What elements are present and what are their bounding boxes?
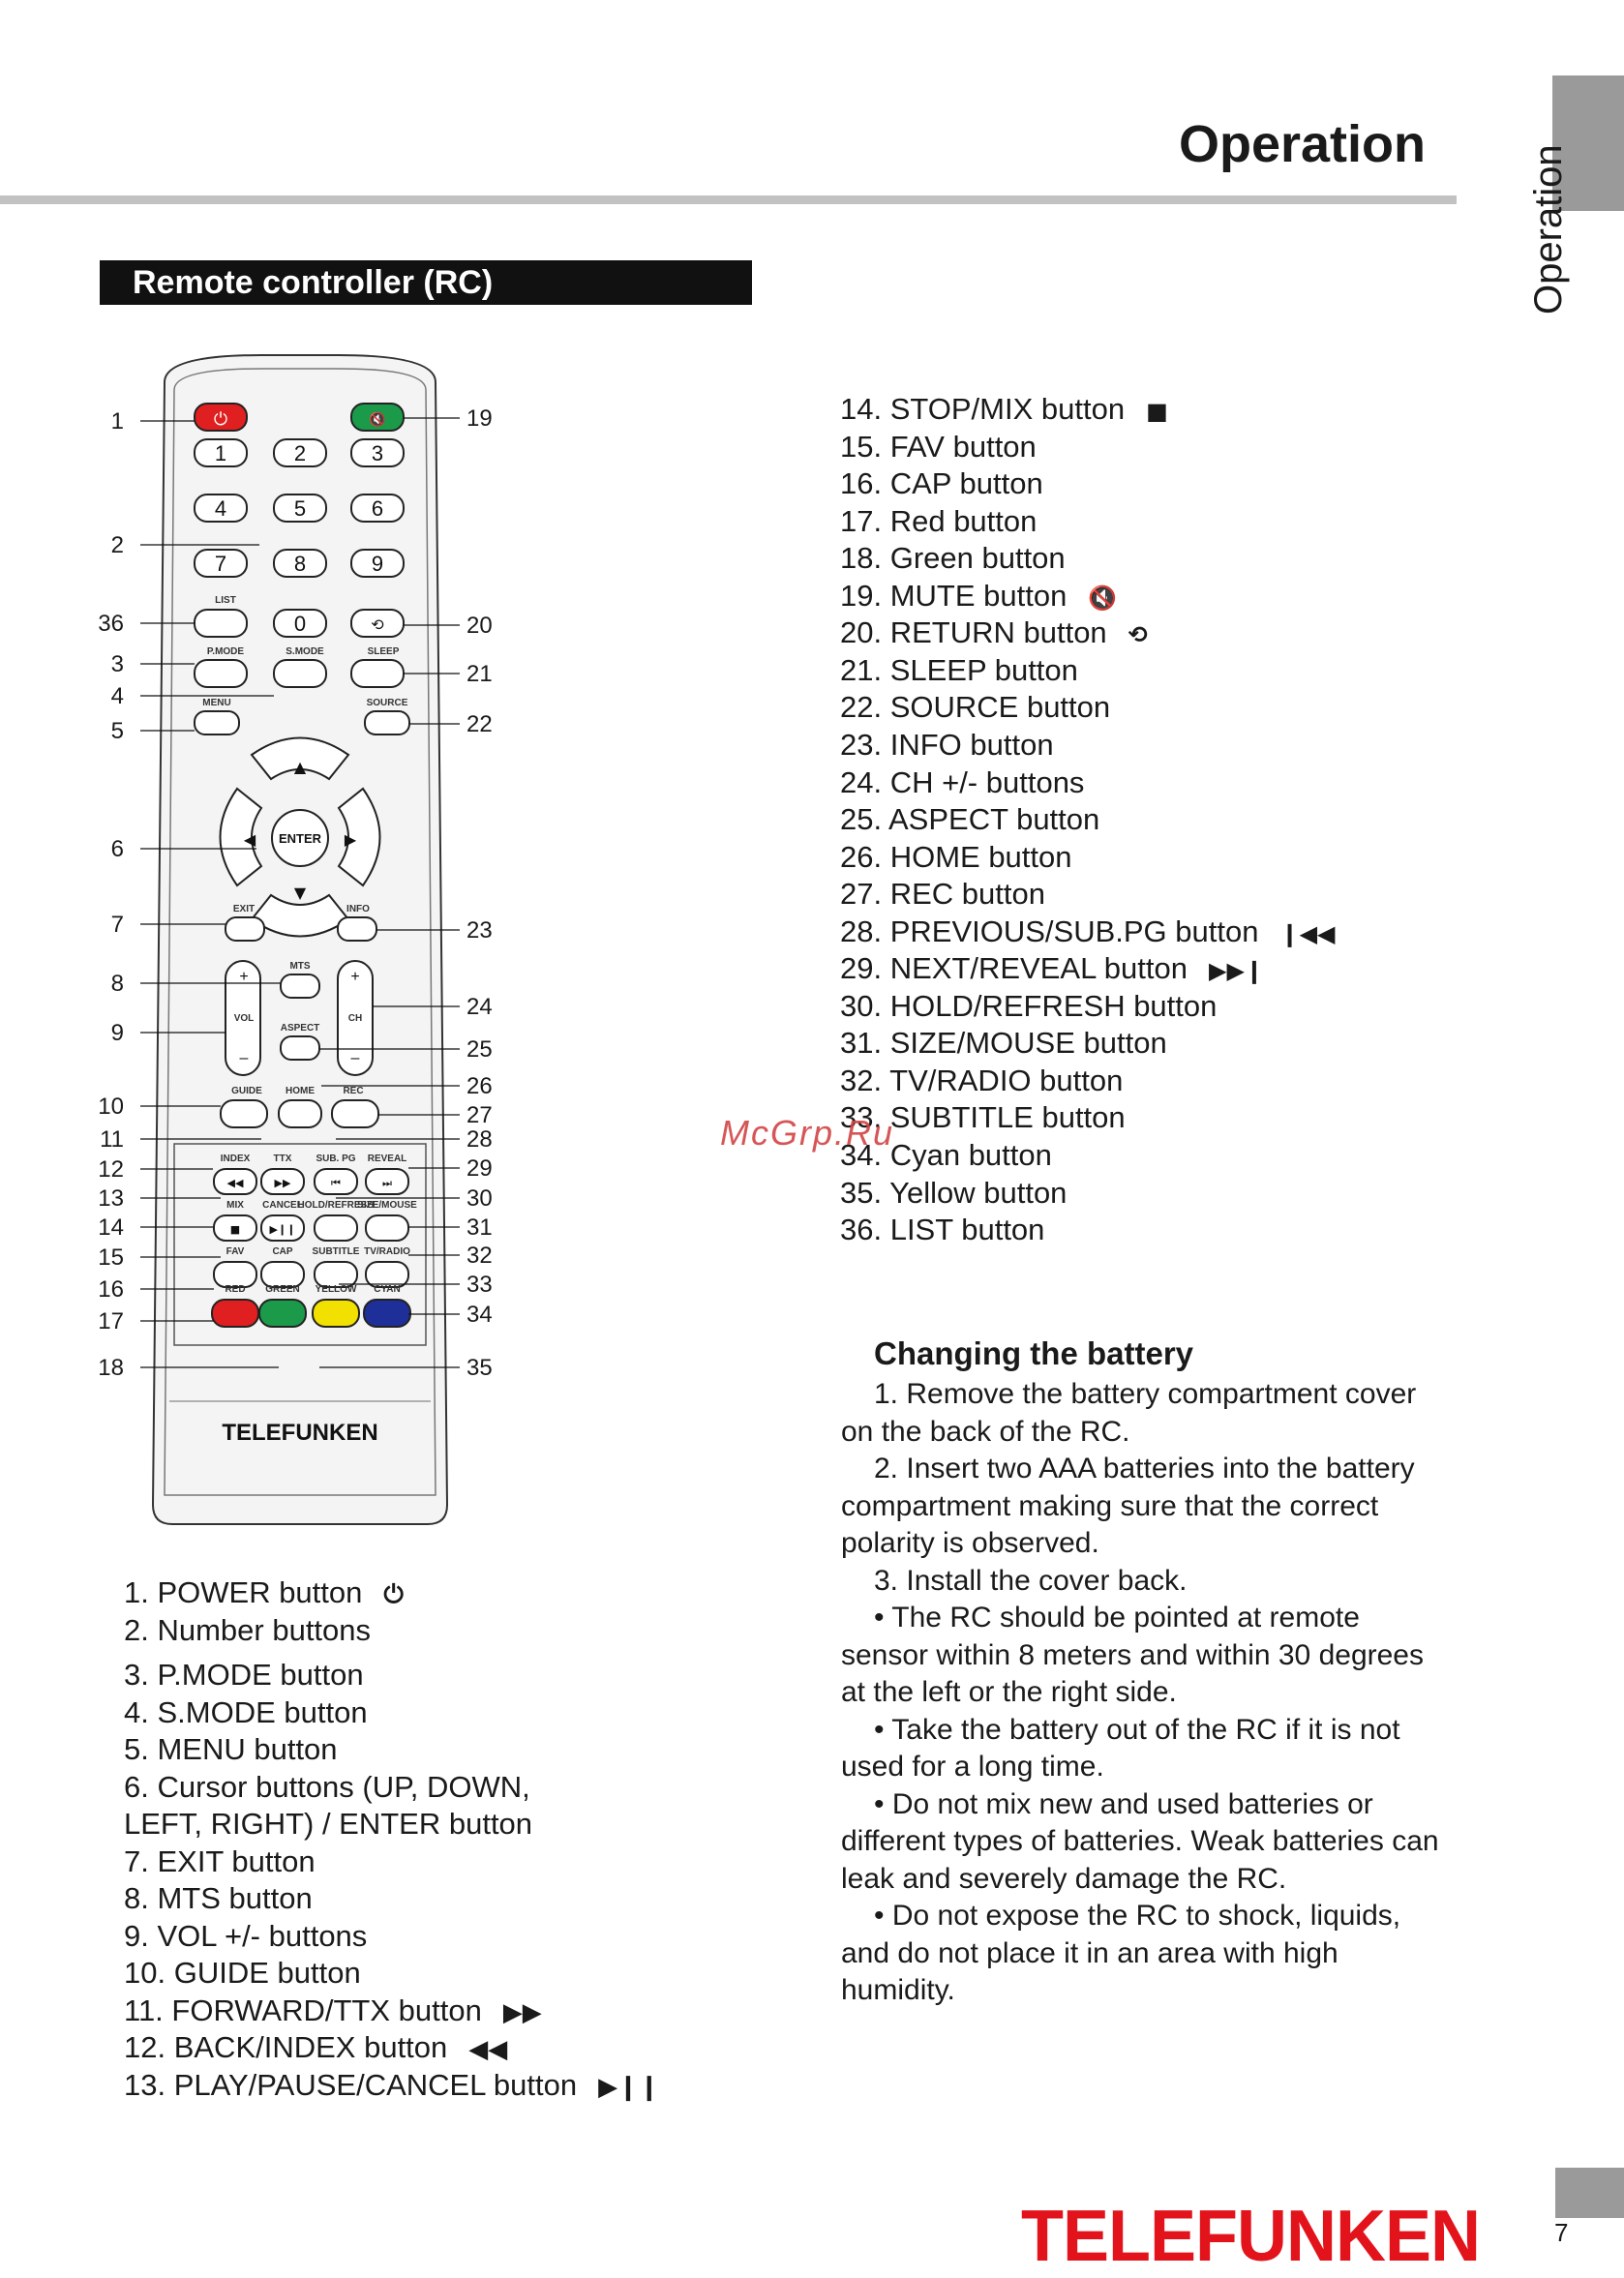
- callout-number-2: 2: [110, 532, 124, 558]
- subpg-icon: ⏮: [331, 1177, 341, 1189]
- button-list-item-text: 21. SLEEP button: [840, 652, 1078, 687]
- button-list-item: [840, 579, 1117, 615]
- battery-step-2-line-2: compartment making sure that the correct: [841, 1489, 1379, 1522]
- size-button: [366, 1215, 408, 1241]
- battery-note-3-line-1: • Do not mix new and used batteries or: [874, 1787, 1373, 1820]
- pmode-label: P.MODE: [206, 646, 245, 657]
- info-button: [338, 917, 376, 941]
- list-label: LIST: [215, 595, 236, 606]
- subtitle-label: SUBTITLE: [312, 1246, 360, 1257]
- number-key-8-label: 8: [293, 552, 307, 576]
- vol-plus: +: [239, 969, 249, 985]
- button-list-item-text: 5. MENU button: [124, 1732, 338, 1766]
- rec-label: REC: [343, 1086, 364, 1096]
- button-list-item: [840, 914, 1336, 951]
- ttx-icon: ▶▶: [274, 1177, 291, 1189]
- button-list-item: [840, 840, 1072, 875]
- cyan-button: [364, 1300, 410, 1327]
- callout-number-3: 3: [110, 651, 124, 677]
- vol-minus: –: [239, 1050, 249, 1066]
- menu-label: MENU: [202, 698, 231, 708]
- sleep-button: [351, 660, 404, 687]
- battery-note-2-line-1: • Take the battery out of the RC if it is not: [874, 1713, 1400, 1746]
- button-list-item-text: 3. P.MODE button: [124, 1658, 364, 1692]
- button-list-item: [124, 1993, 542, 2030]
- button-list-item-text: 34. Cyan button: [840, 1138, 1052, 1172]
- number-key-4-label: 4: [214, 496, 227, 521]
- battery-step-2-line-3: polarity is observed.: [841, 1527, 1099, 1559]
- battery-steps: [841, 1376, 1499, 2010]
- button-list-item: [124, 2068, 660, 2105]
- fast-forward-icon: ▶▶: [502, 1997, 542, 2027]
- yellow-label: YELLOW: [315, 1284, 357, 1295]
- left-arrow-icon: ◀: [243, 830, 256, 849]
- button-list-item: [840, 989, 1217, 1024]
- aspect-button: [281, 1036, 319, 1060]
- page-title: Operation: [1178, 115, 1426, 173]
- button-list-item-text: 11. FORWARD/TTX button: [124, 1993, 482, 2027]
- callout-number-23: 23: [466, 917, 493, 944]
- button-list-item-text: 2. Number buttons: [124, 1613, 372, 1647]
- fav-label: FAV: [226, 1246, 245, 1257]
- mute-icon: 🔇: [1088, 584, 1118, 612]
- button-list-item-text: 31. SIZE/MOUSE button: [840, 1026, 1167, 1061]
- button-list-item: [840, 615, 1148, 652]
- right-arrow-icon: ▶: [344, 830, 357, 849]
- section-header: [100, 260, 752, 305]
- smode-button: [274, 660, 326, 687]
- home-label: HOME: [286, 1086, 315, 1096]
- callout-number-31: 31: [466, 1214, 493, 1241]
- stop-icon: ■: [1146, 397, 1168, 425]
- callout-number-26: 26: [466, 1073, 493, 1099]
- button-list-item: [840, 653, 1078, 688]
- hold-label: HOLD/REFRESH: [297, 1200, 375, 1211]
- return-icon: ⟲: [371, 615, 384, 634]
- battery-note-4-line-2: and do not place it in an area with high: [841, 1936, 1338, 1969]
- button-list-item-text: 29. NEXT/REVEAL button: [840, 951, 1188, 986]
- callout-number-12: 12: [98, 1156, 124, 1183]
- callout-number-33: 33: [466, 1272, 493, 1298]
- button-list-item: [124, 2030, 507, 2067]
- cancel-icon: ▶❙❙: [269, 1223, 296, 1236]
- button-list-item-text: 17. Red button: [840, 503, 1038, 538]
- button-list-item: [124, 1575, 404, 1612]
- page-number-marker: [1555, 2168, 1624, 2218]
- red-button: [212, 1300, 258, 1327]
- exit-label: EXIT: [232, 904, 256, 914]
- callout-number-13: 13: [98, 1185, 124, 1212]
- battery-note-1-line-1: • The RC should be pointed at remote: [874, 1602, 1360, 1634]
- callout-number-35: 35: [466, 1355, 493, 1381]
- callout-number-20: 20: [466, 613, 493, 639]
- button-list-item: [840, 1213, 1044, 1247]
- button-list-item: [840, 1064, 1123, 1098]
- cap-label: CAP: [272, 1246, 293, 1257]
- callout-number-17: 17: [98, 1308, 124, 1334]
- button-list-item-text: 10. GUIDE button: [124, 1956, 361, 1990]
- callout-number-5: 5: [110, 718, 124, 744]
- ch-label: CH: [347, 1013, 363, 1024]
- size-label: SIZE/MOUSE: [357, 1200, 417, 1211]
- button-list-item-text: 35. Yellow button: [840, 1175, 1068, 1210]
- button-list-item: [124, 1770, 530, 1805]
- button-list-item: [124, 1956, 361, 1991]
- number-key-5-label: 5: [293, 496, 307, 521]
- button-list-item-text: 15. FAV button: [840, 429, 1037, 464]
- button-list-item-text: 22. SOURCE button: [840, 690, 1111, 725]
- red-label: RED: [225, 1284, 246, 1295]
- hold-button: [315, 1215, 357, 1241]
- battery-section-title: Changing the battery: [874, 1335, 1194, 1371]
- reveal-label: REVEAL: [367, 1154, 407, 1164]
- home-button: [279, 1100, 321, 1127]
- mute-icon: 🔇: [369, 412, 386, 428]
- rewind-icon: ◀◀: [468, 2034, 508, 2064]
- callout-number-11: 11: [100, 1126, 124, 1153]
- callout-number-21: 21: [466, 661, 493, 687]
- button-list-item-text: 27. REC button: [840, 877, 1045, 912]
- button-list-item-text: 14. STOP/MIX button: [840, 392, 1126, 426]
- button-list-item-text: 12. BACK/INDEX button: [124, 2030, 448, 2064]
- button-list-item: [840, 765, 1084, 800]
- mts-label: MTS: [289, 961, 311, 972]
- number-key-2-label: 2: [293, 441, 307, 465]
- return-icon: ⟲: [1128, 621, 1148, 649]
- ttx-label: TTX: [273, 1154, 292, 1164]
- callout-number-9: 9: [110, 1020, 124, 1046]
- battery-step-3: 3. Install the cover back.: [874, 1564, 1188, 1597]
- mix-label: MIX: [226, 1200, 244, 1211]
- callout-number-22: 22: [466, 711, 493, 737]
- button-list-item-text: 1. POWER button: [124, 1575, 363, 1609]
- ch-plus: +: [350, 969, 360, 985]
- subpg-label: SUB. PG: [316, 1154, 356, 1164]
- button-list-item: [124, 1919, 367, 1954]
- button-list-item-text: 33. SUBTITLE button: [840, 1100, 1126, 1135]
- callout-number-4: 4: [110, 683, 124, 709]
- aspect-label: ASPECT: [280, 1023, 320, 1034]
- battery-note-4-line-3: humidity.: [841, 1974, 955, 2006]
- callout-number-25: 25: [466, 1036, 493, 1063]
- remote-brand-logo: TELEFUNKEN: [222, 1420, 378, 1446]
- button-list-item-text: 7. EXIT button: [124, 1844, 316, 1878]
- exit-button: [226, 917, 264, 941]
- button-list-item: [840, 430, 1037, 465]
- callout-number-10: 10: [98, 1094, 124, 1120]
- battery-note-3-line-2: different types of batteries. Weak batteries can: [841, 1825, 1439, 1857]
- button-list-item: [840, 1176, 1067, 1211]
- battery-note-4-line-1: • Do not expose the RC to shock, liquids,: [874, 1900, 1401, 1932]
- button-list-item: [840, 392, 1168, 429]
- button-list-item: [840, 504, 1037, 539]
- callout-number-29: 29: [466, 1155, 493, 1182]
- ch-minus: –: [350, 1050, 360, 1066]
- watermark: McGrp.Ru: [720, 1113, 895, 1153]
- button-list-item: [124, 1732, 338, 1767]
- header-divider: [0, 195, 1457, 204]
- tvradio-label: TV/RADIO: [364, 1246, 410, 1257]
- page-number: 7: [1554, 2218, 1569, 2247]
- button-list-item-text: 25. ASPECT button: [840, 802, 1100, 837]
- pmode-button: [195, 660, 247, 687]
- button-list-item-text: 13. PLAY/PAUSE/CANCEL button: [124, 2068, 578, 2102]
- button-list-item: [124, 1613, 371, 1648]
- remote-diagram: [97, 344, 523, 1544]
- callout-number-27: 27: [466, 1102, 493, 1128]
- button-list-item-text: 9. VOL +/- buttons: [124, 1919, 368, 1953]
- button-list-item: [840, 877, 1045, 912]
- button-list-item-text: LEFT, RIGHT) / ENTER button: [124, 1807, 533, 1841]
- enter-label: ENTER: [278, 831, 322, 846]
- smode-label: S.MODE: [286, 646, 324, 657]
- callout-number-16: 16: [98, 1276, 124, 1303]
- guide-label: GUIDE: [231, 1086, 262, 1096]
- button-list-item: [840, 802, 1099, 837]
- button-list-item-text: 18. Green button: [840, 541, 1066, 576]
- battery-note-1-line-2: sensor within 8 meters and within 30 degrees: [841, 1638, 1424, 1671]
- battery-step-2-line-1: 2. Insert two AAA batteries into the battery: [874, 1453, 1415, 1484]
- menu-button: [195, 711, 239, 734]
- number-key-0-label: 0: [293, 612, 307, 636]
- battery-note-3-line-3: leak and severely damage the RC.: [841, 1862, 1287, 1895]
- number-key-1-label: 1: [214, 441, 227, 465]
- green-label: GREEN: [265, 1284, 300, 1295]
- info-label: INFO: [346, 904, 370, 914]
- button-list-item-text: 8. MTS button: [124, 1881, 313, 1915]
- callout-number-18: 18: [98, 1355, 124, 1381]
- callout-number-15: 15: [98, 1244, 124, 1271]
- button-list-item-text: 23. INFO button: [840, 727, 1054, 762]
- callout-number-19: 19: [466, 405, 493, 432]
- guide-button: [221, 1100, 267, 1127]
- next-icon: ▶▶❙: [1208, 957, 1265, 985]
- mix-icon: ■: [229, 1223, 241, 1236]
- button-list-item: [840, 690, 1110, 725]
- button-list-item-text: 24. CH +/- buttons: [840, 764, 1085, 799]
- section-title: Remote controller (RC): [133, 264, 494, 301]
- number-key-6-label: 6: [371, 496, 384, 521]
- cyan-label: CYAN: [374, 1284, 401, 1295]
- reveal-icon: ⏭: [382, 1177, 392, 1189]
- button-list-item: [840, 1026, 1167, 1061]
- cancel-label: CANCEL: [262, 1200, 303, 1211]
- up-arrow-icon: ▲: [293, 758, 307, 776]
- button-list-item-text: 30. HOLD/REFRESH button: [840, 988, 1218, 1023]
- number-key-3-label: 3: [371, 441, 384, 465]
- callout-number-34: 34: [466, 1302, 493, 1328]
- mts-button: [281, 974, 319, 998]
- callout-number-36: 36: [98, 611, 124, 637]
- button-list-item-text: 16. CAP button: [840, 466, 1043, 501]
- list-button: [195, 610, 247, 637]
- power-icon: ⏻: [213, 409, 228, 430]
- button-list-item: [124, 1881, 313, 1916]
- yellow-button: [313, 1300, 359, 1327]
- number-keys: [195, 439, 404, 577]
- battery-note-2-line-2: used for a long time.: [841, 1751, 1104, 1783]
- callout-number-14: 14: [98, 1214, 124, 1241]
- index-label: INDEX: [220, 1154, 251, 1164]
- source-button: [365, 711, 409, 734]
- button-list-item-text: 20. RETURN button: [840, 615, 1107, 650]
- callout-number-32: 32: [466, 1243, 493, 1269]
- callout-number-28: 28: [466, 1126, 493, 1153]
- down-arrow-icon: ▼: [293, 884, 307, 902]
- button-list-item-text: 4. S.MODE button: [124, 1695, 368, 1729]
- previous-icon: ❙◀◀: [1279, 919, 1336, 947]
- button-list-item-text: 32. TV/RADIO button: [840, 1063, 1124, 1097]
- button-list-item-text: 36. LIST button: [840, 1213, 1045, 1247]
- play-pause-icon: ▶❙❙: [598, 2072, 660, 2102]
- button-list-item: [124, 1658, 364, 1693]
- battery-note-1-line-3: at the left or the right side.: [841, 1676, 1177, 1708]
- callout-number-6: 6: [110, 836, 124, 862]
- button-list-item-text: 19. MUTE button: [840, 578, 1068, 613]
- callout-number-7: 7: [110, 912, 124, 938]
- button-list-item: [840, 951, 1264, 988]
- callout-number-1: 1: [110, 408, 124, 435]
- index-icon: ◀◀: [226, 1177, 244, 1189]
- button-list-item: [124, 1807, 532, 1842]
- telefunken-logo: TELEFUNKEN: [1021, 2196, 1480, 2277]
- vol-label: VOL: [233, 1013, 255, 1024]
- button-list-item: [124, 1844, 316, 1879]
- battery-step-1-line-1: 1. Remove the battery compartment cover: [874, 1378, 1417, 1410]
- source-label: SOURCE: [366, 698, 408, 708]
- callout-number-8: 8: [110, 971, 124, 997]
- button-list-item-text: 28. PREVIOUS/SUB.PG button: [840, 914, 1259, 948]
- callout-number-24: 24: [466, 994, 493, 1020]
- button-list-item-text: 6. Cursor buttons (UP, DOWN,: [124, 1770, 530, 1804]
- button-list-item-text: 26. HOME button: [840, 839, 1072, 874]
- power-icon: ⏻: [383, 1579, 404, 1609]
- green-button: [259, 1300, 306, 1327]
- button-list-item: [840, 466, 1043, 501]
- button-list-item: [124, 1695, 368, 1730]
- side-tab-label: Operation: [1527, 144, 1570, 315]
- number-key-7-label: 7: [214, 552, 227, 576]
- button-list-item: [840, 728, 1054, 763]
- rec-button: [332, 1100, 378, 1127]
- remote-body: [153, 355, 447, 1524]
- callout-number-30: 30: [466, 1185, 493, 1212]
- sleep-label: SLEEP: [367, 646, 400, 657]
- button-list-item: [840, 541, 1066, 576]
- number-key-9-label: 9: [371, 552, 384, 576]
- battery-step-1-line-2: on the back of the RC.: [841, 1415, 1130, 1448]
